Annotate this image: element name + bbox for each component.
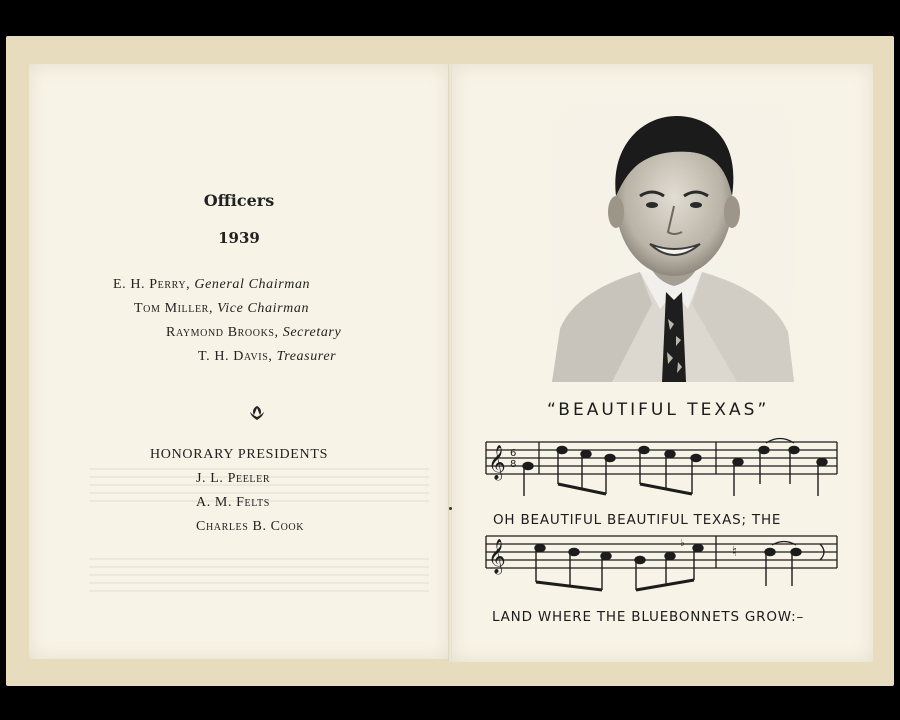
honorary-name: Charles B. Cook xyxy=(196,519,305,534)
svg-text:𝄞: 𝄞 xyxy=(488,539,506,574)
lyric-line-2: LAND WHERE THE BLUEBONNETS GROW:– xyxy=(492,609,805,625)
officer-row xyxy=(198,349,336,365)
honorary-name: J. L. Peeler xyxy=(196,471,271,486)
left-page xyxy=(29,64,449,659)
portrait-photo xyxy=(552,104,794,382)
officer-role: Treasurer xyxy=(276,349,337,364)
officers-year: 1939 xyxy=(218,229,260,247)
officer-role: Secretary xyxy=(282,325,342,340)
officer-row xyxy=(113,277,310,293)
lyric-line-1: OH BEAUTIFUL BEAUTIFUL TEXAS; THE xyxy=(493,512,782,528)
officer-name: E. H. Perry, xyxy=(113,277,191,292)
svg-text:𝄞: 𝄞 xyxy=(488,445,506,480)
music-staff-2 xyxy=(484,530,839,600)
officer-row xyxy=(134,301,309,317)
officers-heading: Officers xyxy=(203,191,275,210)
officer-role: Vice Chairman xyxy=(217,301,310,316)
leaf-ornament-icon xyxy=(247,404,267,422)
officer-name: Raymond Brooks, xyxy=(166,325,279,340)
honorary-presidents-heading: HONORARY PRESIDENTS xyxy=(150,447,329,462)
honorary-name: A. M. Felts xyxy=(196,495,270,510)
svg-text:♮: ♮ xyxy=(732,544,738,560)
officer-row xyxy=(166,325,341,341)
svg-text:♭: ♭ xyxy=(680,538,685,549)
song-title: “BEAUTIFUL TEXAS” xyxy=(547,400,770,420)
right-page xyxy=(452,64,873,662)
officer-role: General Chairman xyxy=(194,277,311,292)
svg-text:6: 6 xyxy=(510,448,517,459)
officer-name: T. H. Davis, xyxy=(198,349,273,364)
officer-name: Tom Miller, xyxy=(134,301,214,316)
music-staff-1 xyxy=(484,436,839,506)
svg-text:8: 8 xyxy=(510,459,517,470)
